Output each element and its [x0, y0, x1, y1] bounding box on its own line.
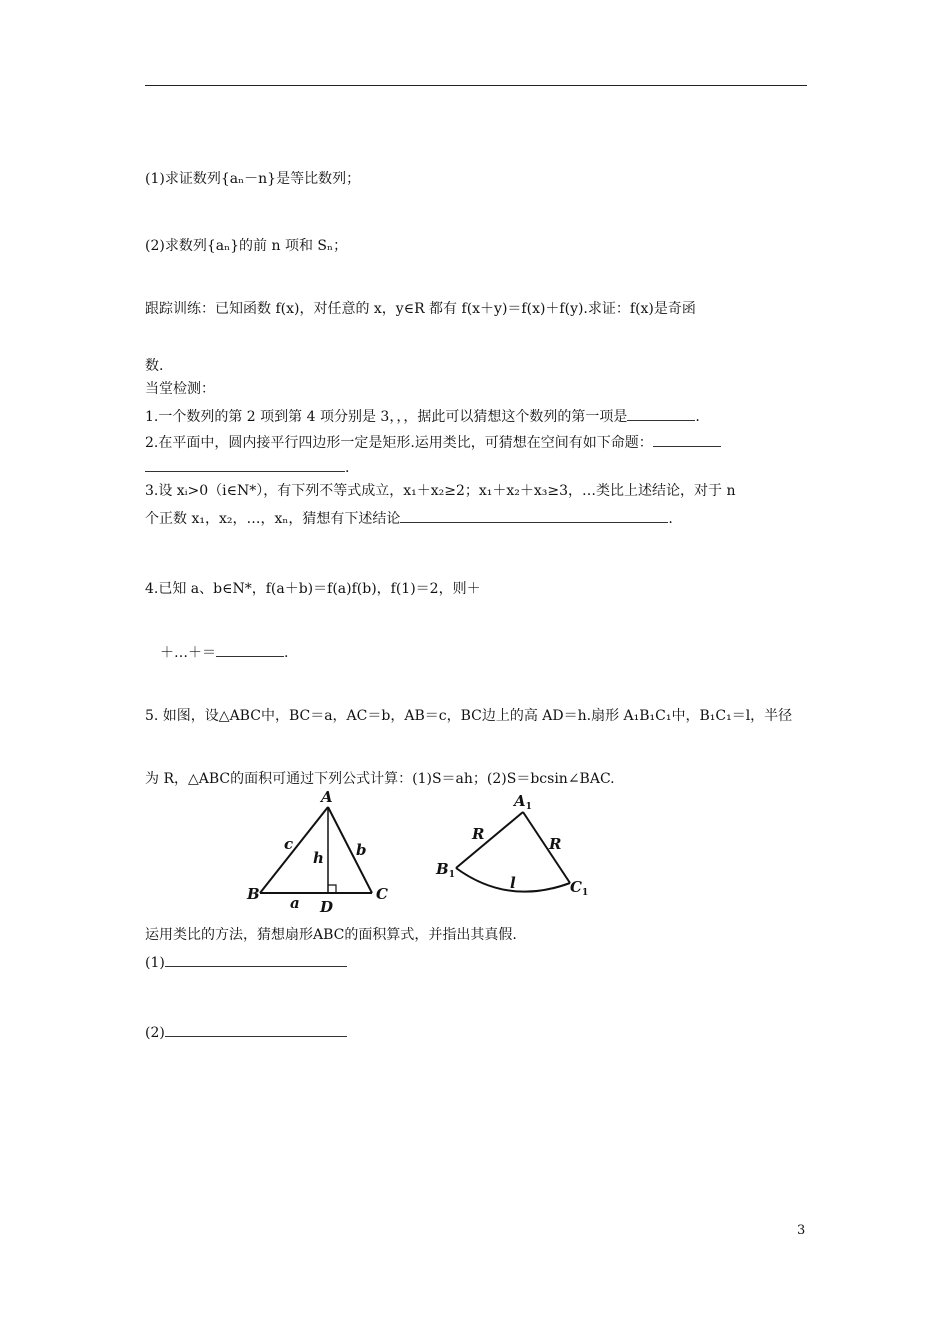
text-line-1: (1)求证数列{aₙ－n}是等比数列； — [145, 171, 361, 187]
question-3-continued: 个正数 x₁，x₂，…，xₙ，猜想有下述结论 . — [145, 508, 673, 528]
instruction-line: 运用类比的方法，猜想扇形ABC的面积算式，并指出其真假. — [145, 927, 517, 943]
text-line-3: 跟踪训练：已知函数 f(x)，对任意的 x，y∈R 都有 f(x＋y)＝f(x)＋f(y).求证：f(x)是奇函 — [145, 301, 696, 317]
sector-figure — [430, 788, 600, 913]
answer-blank[interactable] — [216, 642, 284, 657]
section-heading: 当堂检测： — [145, 381, 215, 397]
answer-blank[interactable] — [627, 406, 695, 421]
label-a: a — [290, 894, 300, 912]
label-B1: $B_1$ — [436, 860, 455, 880]
label-A1: $A_1$ — [514, 792, 532, 812]
answer-blank[interactable] — [653, 432, 721, 447]
label-D: D — [320, 898, 334, 915]
page-number: 3 — [797, 1223, 806, 1238]
question-3: 3.设 xᵢ>0（i∈N*），有下列不等式成立，x₁＋x₂≥2；x₁＋x₂＋x₃≥3，…类比上述结论，对于 n — [145, 483, 736, 499]
question-1: 1.一个数列的第 2 项到第 4 项分别是 3，，，据此可以猜想这个数列的第一项是 . — [145, 406, 700, 426]
label-h: h — [313, 849, 324, 867]
label-c: c — [284, 835, 294, 853]
label-R-right: R — [549, 835, 562, 853]
answer-blank[interactable] — [145, 457, 345, 472]
answer-blank[interactable] — [165, 952, 347, 967]
question-2: 2.在平面中，圆内接平行四边形一定是矩形.运用类比，可猜想在空间有如下命题： — [145, 432, 721, 452]
label-C: C — [376, 885, 388, 903]
label-B: B — [247, 885, 260, 903]
triangle-figure — [240, 785, 400, 915]
answer-2: (2) — [145, 1022, 347, 1042]
answer-1: (1) — [145, 952, 347, 972]
label-R-left: R — [472, 825, 485, 843]
text-line-2: (2)求数列{aₙ}的前 n 项和 Sₙ； — [145, 238, 348, 254]
question-5: 5. 如图，设△ABC中，BC＝a，AC＝b，AB＝c，BC边上的高 AD＝h.扇形 A₁B₁C₁中，B₁C₁＝l，半径 — [145, 708, 793, 724]
label-A: A — [321, 788, 333, 806]
question-4-continued: ＋…＋＝ . — [160, 642, 288, 662]
label-C1: $C_1$ — [570, 878, 589, 898]
header-rule — [145, 85, 807, 86]
answer-blank[interactable] — [165, 1022, 347, 1037]
label-l: l — [510, 874, 516, 892]
label-b: b — [356, 841, 367, 859]
question-4: 4.已知 a、b∈N*，f(a＋b)＝f(a)f(b)，f(1)＝2，则＋ — [145, 581, 481, 597]
answer-blank[interactable] — [400, 508, 668, 523]
text-line-4: 数. — [145, 358, 164, 374]
question-2-continued: . — [145, 457, 349, 477]
question-5-continued: 为 R，△ABC的面积可通过下列公式计算：(1)S＝ah；(2)S＝bcsin∠BAC. — [145, 771, 615, 787]
